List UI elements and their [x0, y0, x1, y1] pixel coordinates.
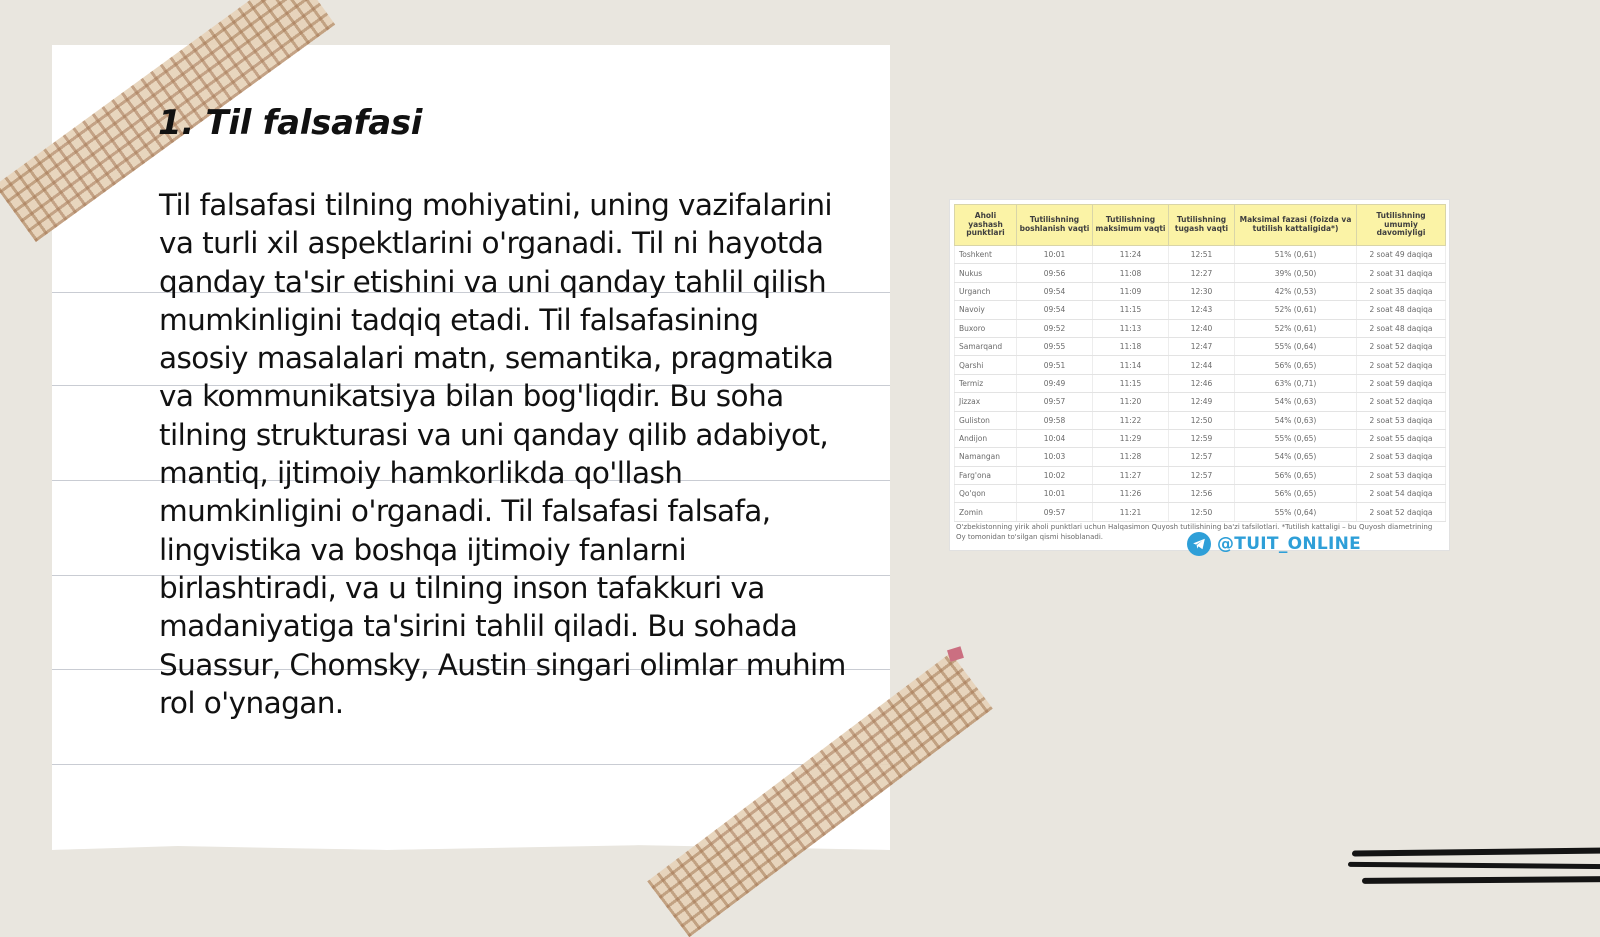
table-cell: 55% (0,64) [1235, 337, 1357, 355]
table-row [955, 337, 1446, 355]
table-cell: 09:57 [1017, 393, 1093, 411]
table-cell: 11:09 [1093, 282, 1169, 300]
table-cell: 2 soat 53 daqiqa [1357, 448, 1446, 466]
table-cell: 12:49 [1169, 393, 1235, 411]
table-cell: 56% (0,65) [1235, 466, 1357, 484]
table-body [955, 246, 1446, 522]
table-cell: Termiz [955, 374, 1017, 392]
table-cell: 56% (0,65) [1235, 485, 1357, 503]
table-cell: 39% (0,50) [1235, 264, 1357, 282]
table-cell: 09:58 [1017, 411, 1093, 429]
telegram-icon [1187, 532, 1211, 556]
table-cell: 09:52 [1017, 319, 1093, 337]
table-cell: 09:57 [1017, 503, 1093, 521]
table-cell: 54% (0,65) [1235, 448, 1357, 466]
table-cell: 2 soat 49 daqiqa [1357, 246, 1446, 264]
table-cell: 54% (0,63) [1235, 393, 1357, 411]
table-cell: Buxoro [955, 319, 1017, 337]
table-cell: 11:15 [1093, 301, 1169, 319]
table-header-cell: Aholi yashash punktlari [955, 205, 1017, 246]
table-cell: 11:15 [1093, 374, 1169, 392]
table-cell: Qarshi [955, 356, 1017, 374]
table-cell: 11:14 [1093, 356, 1169, 374]
table-row [955, 282, 1446, 300]
table-cell: 10:03 [1017, 448, 1093, 466]
table-cell: 51% (0,61) [1235, 246, 1357, 264]
table-cell: Namangan [955, 448, 1017, 466]
table-row [955, 393, 1446, 411]
table-cell: 12:40 [1169, 319, 1235, 337]
table-cell: 2 soat 54 daqiqa [1357, 485, 1446, 503]
table-cell: 10:04 [1017, 429, 1093, 447]
table-cell: 11:08 [1093, 264, 1169, 282]
table-cell: 56% (0,65) [1235, 356, 1357, 374]
table-header-cell: Tutilishning maksimum vaqti [1093, 205, 1169, 246]
table-cell: 09:51 [1017, 356, 1093, 374]
table-row [955, 374, 1446, 392]
table-cell: 12:43 [1169, 301, 1235, 319]
table-row [955, 356, 1446, 374]
table-cell: 11:28 [1093, 448, 1169, 466]
table-row [955, 319, 1446, 337]
decorative-stroke [1348, 862, 1600, 869]
table-cell: 11:20 [1093, 393, 1169, 411]
table-cell: Urganch [955, 282, 1017, 300]
table-cell: Guliston [955, 411, 1017, 429]
table-cell: 2 soat 55 daqiqa [1357, 429, 1446, 447]
tape-tab [947, 646, 964, 662]
table-row [955, 466, 1446, 484]
table-cell: 2 soat 48 daqiqa [1357, 319, 1446, 337]
table-cell: 11:13 [1093, 319, 1169, 337]
table-cell: 2 soat 59 daqiqa [1357, 374, 1446, 392]
table-cell: 09:49 [1017, 374, 1093, 392]
table-row [955, 411, 1446, 429]
paper-rule-line [52, 764, 890, 765]
watermark [1187, 532, 1361, 556]
table-cell: 52% (0,61) [1235, 301, 1357, 319]
table-cell: Jizzax [955, 393, 1017, 411]
decorative-stroke [1362, 876, 1600, 884]
table-cell: 09:55 [1017, 337, 1093, 355]
table-cell: 2 soat 52 daqiqa [1357, 337, 1446, 355]
table-cell: Qo'qon [955, 485, 1017, 503]
table-cell: 52% (0,61) [1235, 319, 1357, 337]
table-cell: Nukus [955, 264, 1017, 282]
table-cell: 10:01 [1017, 246, 1093, 264]
decorative-stroke [1352, 847, 1600, 856]
table-cell: 12:57 [1169, 466, 1235, 484]
table-header-row [955, 205, 1446, 246]
table-cell: 63% (0,71) [1235, 374, 1357, 392]
table-cell: 12:59 [1169, 429, 1235, 447]
table-header-cell: Tutilishning tugash vaqti [1169, 205, 1235, 246]
table-cell: Navoiy [955, 301, 1017, 319]
table-cell: 11:26 [1093, 485, 1169, 503]
table-cell: 2 soat 53 daqiqa [1357, 411, 1446, 429]
table-cell: 09:54 [1017, 301, 1093, 319]
table-footnote: O'zbekistonning yirik aholi punktlari uchun Halqasimon Quyosh tutilishining ba'zi tafsilotlari. *Tutilish kattaligi – bu Quyosh diametrining Oy tomonidan to'silgan qismi hisoblanadi. [956, 523, 1433, 541]
eclipse-table-image [950, 200, 1449, 554]
table-cell: Zomin [955, 503, 1017, 521]
table-row [955, 246, 1446, 264]
table-row [955, 448, 1446, 466]
table-header-cell: Tutilishning umumiy davomiyligi [1357, 205, 1446, 246]
table-cell: Toshkent [955, 246, 1017, 264]
slide-title: 1. Til falsafasi [158, 103, 423, 143]
table-cell: 11:27 [1093, 466, 1169, 484]
table-cell: 10:02 [1017, 466, 1093, 484]
table-cell: 12:56 [1169, 485, 1235, 503]
table-cell: 42% (0,53) [1235, 282, 1357, 300]
table-cell: 12:50 [1169, 411, 1235, 429]
table-cell: 11:18 [1093, 337, 1169, 355]
table-cell: 10:01 [1017, 485, 1093, 503]
table-cell: 2 soat 52 daqiqa [1357, 503, 1446, 521]
table-cell: 12:47 [1169, 337, 1235, 355]
slide-body-text: Til falsafasi tilning mohiyatini, uning vazifalarini va turli xil aspektlarini o'rganadi. Til ni hayotda qanday ta'sir etishini va uni qanday tahlil qilish mumkinligini tadqiq etadi. Til falsafasining asosiy masalalari matn, semantika, pragmatika va kommunikatsiya bilan bog'liqdir. Bu soha tilning strukturasi va uni qanday qilib adabiyot, mantiq, ijtimoiy hamkorlikda qo'llash mumkinligini o'rganadi. Til falsafasi falsafa, lingvistika va boshqa ijtimoiy fanlarni birlashtiradi, va u tilning inson tafakkuri va madaniyatiga ta'sirini tahlil qiladi. Bu sohada Suassur, Chomsky, Austin singari olimlar muhim rol o'ynagan. [159, 188, 846, 720]
table-cell: Samarqand [955, 337, 1017, 355]
table-cell: 11:22 [1093, 411, 1169, 429]
eclipse-table [954, 204, 1446, 522]
table-cell: 12:46 [1169, 374, 1235, 392]
table-header-cell: Tutilishning boshlanish vaqti [1017, 205, 1093, 246]
table-row [955, 503, 1446, 521]
table-cell: 2 soat 31 daqiqa [1357, 264, 1446, 282]
table-cell: 12:44 [1169, 356, 1235, 374]
table-cell: 2 soat 35 daqiqa [1357, 282, 1446, 300]
table-cell: 09:54 [1017, 282, 1093, 300]
table-header-cell: Maksimal fazasi (foizda va tutilish kattaligida*) [1235, 205, 1357, 246]
table-cell: 12:51 [1169, 246, 1235, 264]
table-cell: 09:56 [1017, 264, 1093, 282]
table-row [955, 301, 1446, 319]
table-cell: 12:27 [1169, 264, 1235, 282]
table-cell: 11:29 [1093, 429, 1169, 447]
table-cell: 2 soat 52 daqiqa [1357, 393, 1446, 411]
table-cell: 11:21 [1093, 503, 1169, 521]
table-cell: 55% (0,64) [1235, 503, 1357, 521]
table-cell: 11:24 [1093, 246, 1169, 264]
table-cell: 54% (0,63) [1235, 411, 1357, 429]
table-cell: Farg'ona [955, 466, 1017, 484]
table-cell: 55% (0,65) [1235, 429, 1357, 447]
watermark-text: @TUIT_ONLINE [1217, 534, 1362, 554]
table-cell: Andijon [955, 429, 1017, 447]
table-row [955, 429, 1446, 447]
table-row [955, 264, 1446, 282]
table-cell: 12:50 [1169, 503, 1235, 521]
table-cell: 12:30 [1169, 282, 1235, 300]
table-cell: 2 soat 48 daqiqa [1357, 301, 1446, 319]
table-cell: 2 soat 53 daqiqa [1357, 466, 1446, 484]
table-cell: 2 soat 52 daqiqa [1357, 356, 1446, 374]
table-row [955, 485, 1446, 503]
table-cell: 12:57 [1169, 448, 1235, 466]
